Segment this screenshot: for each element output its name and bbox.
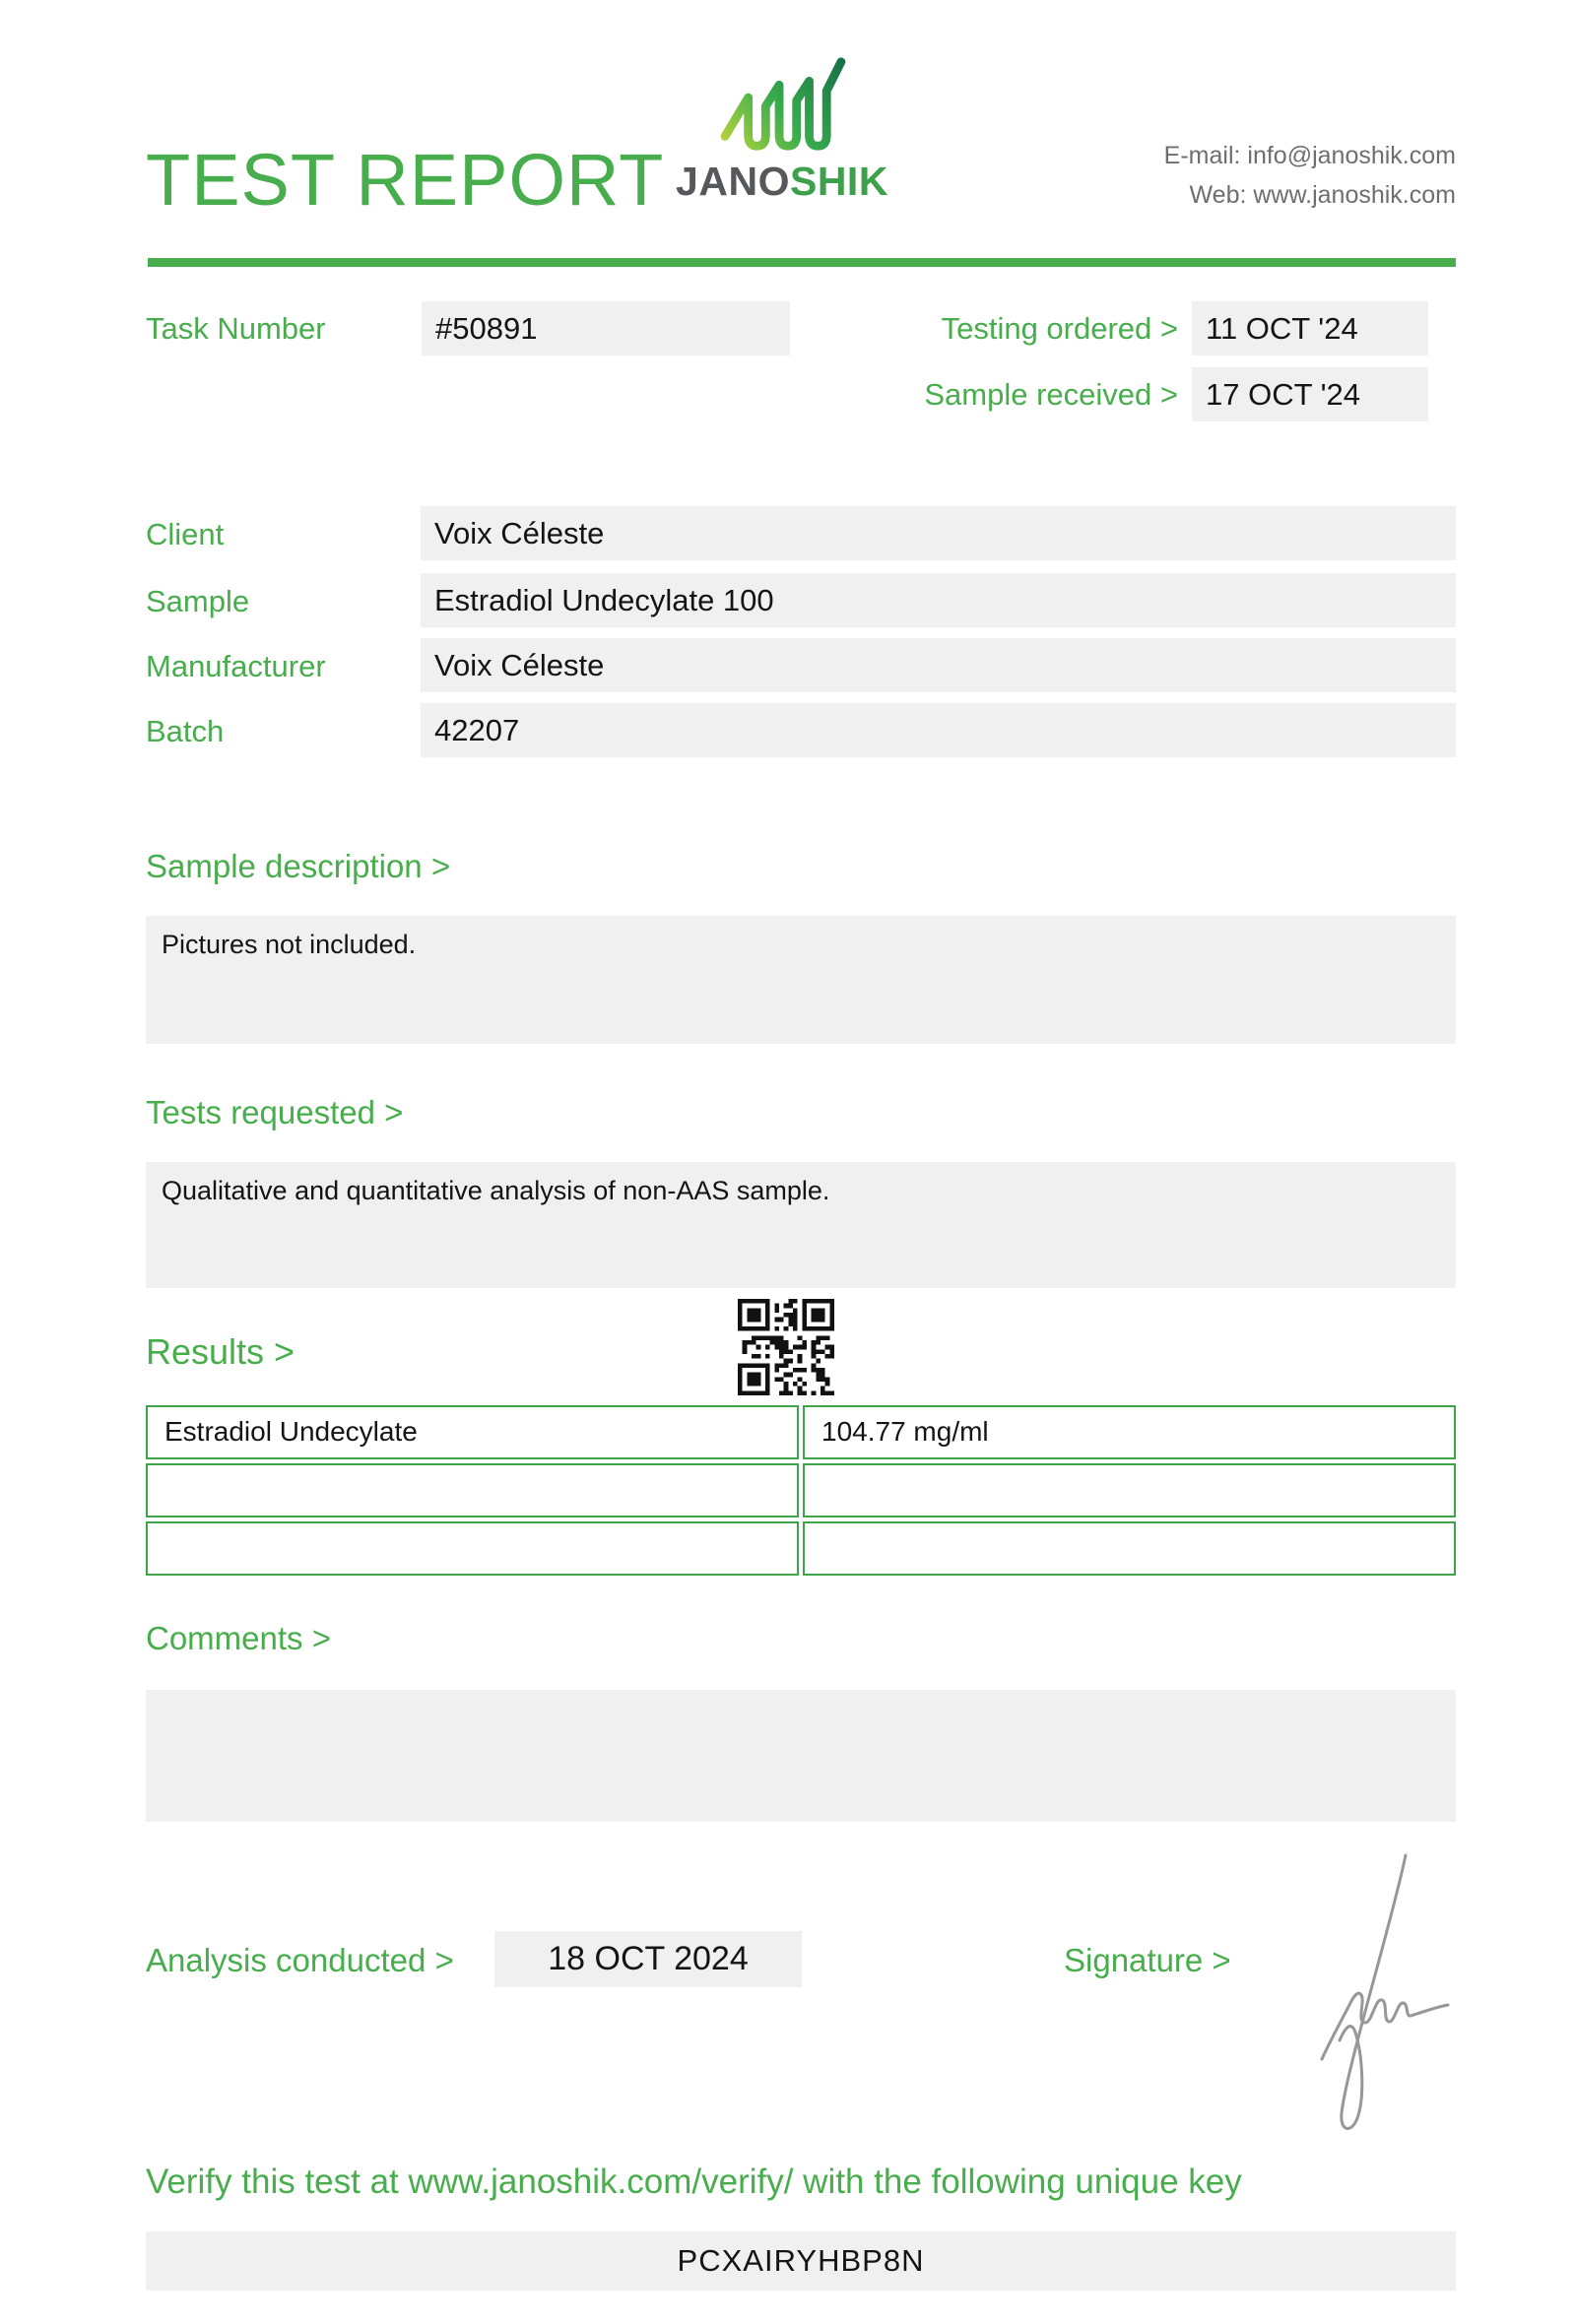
sample-description-text: Pictures not included. — [162, 930, 417, 959]
testing-ordered-label: Testing ordered > — [941, 311, 1178, 346]
logo-wordmark — [658, 161, 906, 202]
task-number-value: #50891 — [435, 311, 538, 346]
results-table — [146, 1405, 1456, 1576]
sample-value: Estradiol Undecylate 100 — [434, 583, 774, 617]
tests-requested-heading: Tests requested > — [146, 1094, 404, 1130]
analysis-date-field — [494, 1931, 802, 1987]
sample-description-box — [146, 916, 1456, 1044]
testing-ordered-date: 11 OCT '24 — [1206, 311, 1358, 346]
comments-heading: Comments > — [146, 1620, 331, 1656]
sample-received-label: Sample received > — [924, 377, 1178, 412]
result-value-cell: 104.77 mg/ml — [803, 1405, 1456, 1459]
batch-label: Batch — [146, 714, 225, 748]
contact-email: E-mail: info@janoshik.com — [1163, 142, 1456, 169]
client-field — [421, 506, 1456, 560]
manufacturer-label: Manufacturer — [146, 649, 326, 683]
logo-text-shik: SHIK — [789, 159, 888, 204]
result-substance-cell: Estradiol Undecylate — [146, 1405, 799, 1459]
result-substance-cell — [146, 1463, 799, 1517]
sample-field — [421, 573, 1456, 627]
analysis-conducted-label: Analysis conducted > — [146, 1942, 454, 1978]
sample-received-date: 17 OCT '24 — [1206, 377, 1360, 412]
manufacturer-value: Voix Céleste — [434, 648, 605, 682]
signature-image — [1310, 1847, 1468, 2143]
janoshik-logo — [658, 51, 906, 202]
tests-requested-box — [146, 1162, 1456, 1288]
batch-value: 42207 — [434, 713, 520, 747]
verify-instruction: Verify this test at www.janoshik.com/verify/ with the following unique key — [146, 2163, 1242, 2201]
comments-box — [146, 1690, 1456, 1822]
manufacturer-field — [421, 638, 1456, 692]
unique-key-box — [146, 2231, 1456, 2291]
results-heading: Results > — [146, 1331, 296, 1372]
task-number-field — [422, 301, 790, 355]
client-label: Client — [146, 517, 225, 551]
page-title: TEST REPORT — [146, 139, 665, 221]
result-substance-cell — [146, 1521, 799, 1576]
analysis-date-value: 18 OCT 2024 — [548, 1940, 749, 1977]
tests-requested-text: Qualitative and quantitative analysis of non-AAS sample. — [162, 1176, 830, 1205]
contact-info — [1164, 136, 1456, 215]
result-value-cell — [803, 1521, 1456, 1576]
logo-text-jano: JANO — [676, 159, 790, 204]
comments-text — [146, 1690, 1456, 1704]
qr-code-icon — [738, 1299, 834, 1395]
contact-web: Web: www.janoshik.com — [1189, 181, 1456, 209]
result-value-cell — [803, 1463, 1456, 1517]
sample-label: Sample — [146, 584, 250, 618]
testing-ordered-field — [1192, 301, 1428, 355]
growth-chart-icon — [707, 51, 857, 158]
sample-received-field — [1192, 367, 1428, 421]
client-value: Voix Céleste — [434, 516, 605, 550]
task-number-label: Task Number — [146, 311, 326, 346]
sample-description-heading: Sample description > — [146, 848, 451, 884]
unique-key-value: PCXAIRYHBP8N — [677, 2243, 925, 2278]
signature-label: Signature > — [1064, 1942, 1231, 1978]
header-divider — [148, 258, 1456, 267]
batch-field — [421, 703, 1456, 757]
